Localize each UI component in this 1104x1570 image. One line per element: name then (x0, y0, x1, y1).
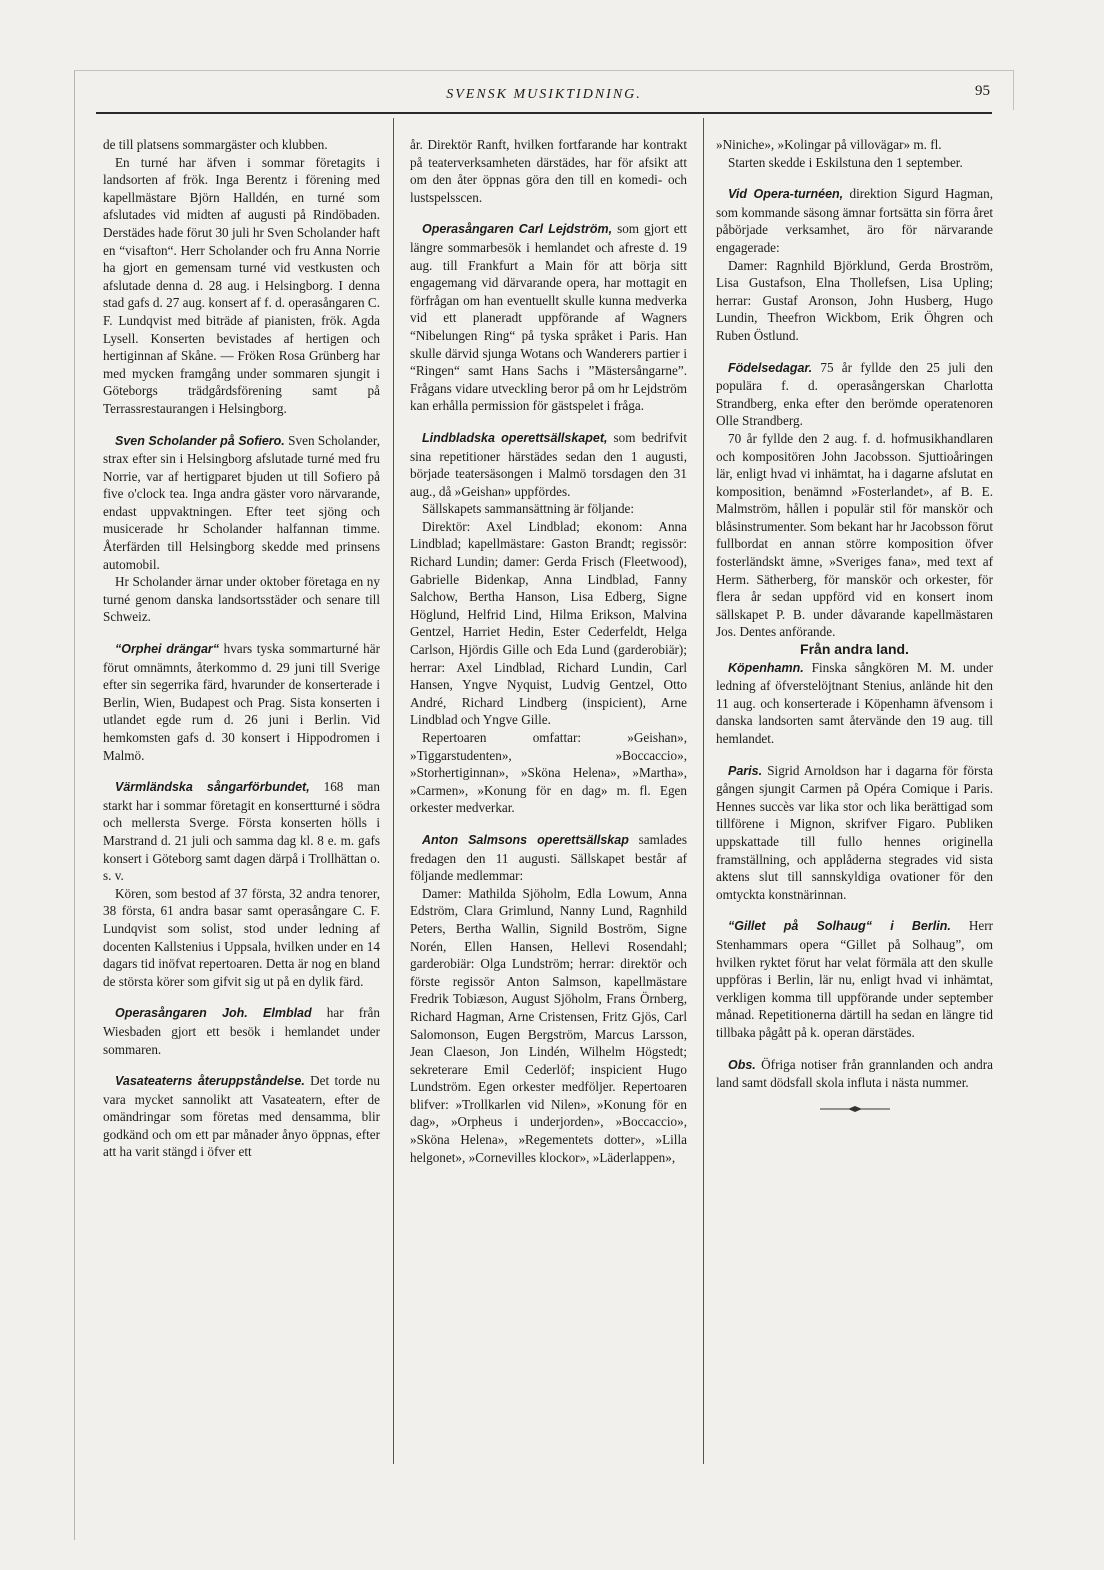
column-rule-1 (393, 118, 394, 1464)
article-lead: Anton Salmsons operettsällskap (422, 832, 629, 847)
article-lead: Sven Scholander på Sofiero. (115, 433, 285, 448)
article-paris (716, 762, 993, 904)
article-lead: “Orphei drängar“ (115, 642, 220, 657)
paragraph: de till platsens sommargäster och klubben. (103, 137, 328, 152)
article-lejdstrom (410, 220, 687, 415)
section-heading: Från andra land. (800, 641, 909, 658)
article-salmson (410, 831, 687, 885)
ornament-divider (820, 1104, 890, 1114)
article-text: Finska sångkören M. M. under ledning af öfverstelöjtnant Stenius, anlände hit den 11 aug. och konserterade i Köpenhamn äfvensom i danska landsorten samt återvände den 19 aug. till hemlandet. (716, 659, 993, 746)
paragraph: 70 år fyllde den 2 aug. f. d. hofmusikhandlaren och kompositören John Jacobsson. Sjuttioåringen lär, enligt hvad vi inhämtat, ha i dagarne afslutat en komposition, benämnd »Fosterlandet», af B. E. Malmström, hållen i populär stil för manskör och blåsinstrumenter. Som bekant har hr Jacobsson förut fullbordat en annan större komposition öfver fosterländskt ämne, »Sveriges fana», med text af Herm. Sätherberg, för manskör och orkester, för flera år sedan uppförd vid en konsert inom sällskapet P. B. under dåvarande kapellmästaren Jos. Dentes anförande. (716, 430, 993, 640)
article-text: hvars tyska sommarturné här förut omnämnts, återkommo d. 29 juni till Sverige efter sin segerrika färd, hvarunder de konserterade i Berlin, Wien, Budapest och Prag. Sista konserten i utlandet egde rum d. 26 juni i Berlin. Vid hemkomsten gafs d. 30 konsert i Hippodromen i Malmö. (103, 641, 381, 763)
article-lindbladska (410, 429, 687, 500)
page-number: 95 (975, 83, 990, 99)
article-vasateatern (103, 1072, 380, 1161)
paragraph: Damer: Ragnhild Björklund, Gerda Broström, Lisa Gustafson, Elna Thollefsen, Lisa Upling; herrar: Gustaf Aronson, John Husberg, Hugo Lundin, Theefron Wickbom, Erik Öhgren och Ruben Östlund. (716, 257, 993, 343)
column-2 (410, 136, 687, 1166)
paragraph: år. Direktör Ranft, hvilken fortfarande har kontrakt på teaterverksamheten därstädes, har för afsikt att om den åter öppnas göra den till en komedi- och lustspelsscen. (410, 137, 687, 205)
article-lead: Värmländska sångarförbundet, (115, 780, 310, 795)
article-text: har från Wiesbaden gjort ett besök i hemlandet under sommaren. (103, 1005, 381, 1057)
article-lead: Vasateaterns återuppståndelse. (115, 1074, 305, 1089)
article-text: som gjort ett längre sommarbesök i hemlandet och afreste d. 19 aug. till Frankfurt a Main för att börja sitt engagemang vid därvarande opera, har mottagit en förfrågan om han eventuellt skulle kunna medverka vid ett planeradt uppförande af Wagners “Nibelungen Ring“ på tyska språket i Paris. Han skulle därvid sjunga Wotans och Wanderers partier i “Ringen“ samt Hans Sachs i ”Mästersångarne”. Frågans vidare utveckling beror på om hr Lejdström kan erhålla permission för gästspelet i fråga. (410, 221, 688, 414)
frame-top-rule (74, 70, 1014, 71)
article-obs (716, 1056, 993, 1092)
article-orphei-drangar (103, 640, 380, 764)
paragraph: Kören, som bestod af 37 första, 32 andra tenorer, 38 första, 61 andra basar samt operasångare C. F. Lundqvist som solist, stod under ledning af docenten Kallstenius i Uppsala, hvilken under en 14 dagars tid inöfvat repertoaren. Detta är nog en bland de största körer som gifvit sig ut på en dylik färd. (103, 885, 380, 989)
article-text: som bedrifvit sina repetitioner härstädes sedan den 1 augusti, började teatersäsongen i Malmö torsdagen den 31 aug., då »Geishan» uppfördes. (410, 429, 687, 499)
article-lead: Vid Opera-turnéen, (728, 187, 844, 202)
article-kopenhamn (716, 659, 993, 748)
article-text: direktion Sigurd Hagman, som kommande säsong ämnar fortsätta sin förra året påbörjade verksamhet, äro för närvarande engagerade: (716, 186, 993, 255)
article-text: 75 år fyllde den 25 juli den populära f. d. operasångerskan Charlotta Strandberg, enka efter den berömde operatenoren Olle Strandberg. (716, 359, 994, 429)
article-lead: Operasångaren Joh. Elmblad (115, 1006, 312, 1021)
page-header (96, 83, 992, 111)
article-text: samlades fredagen den 11 augusti. Sällskapet består af följande medlemmar: (410, 831, 687, 884)
paragraph: »Niniche», »Kolingar på villovägar» m. fl. (716, 137, 942, 152)
article-lead: Köpenhamn. (728, 660, 804, 675)
article-lead: Operasångaren Carl Lejdström, (422, 222, 613, 237)
article-text: Sven Scholander, strax efter sin i Helsingborg afslutade turné med fru Norrie, var af hertigparet bjuden ut till Sofiero på five o'clock tea. Inga andra gäster voro närvarande, endast uppvaktningen. Efter teet sjöng och musicerade hr Scholander halfannan timme. Återfärden till Helsingborg skedde med prinsens automobil. (103, 432, 381, 572)
article-opera-turneen (716, 185, 993, 256)
article-scholander-sofiero (103, 432, 380, 574)
article-lead: Obs. (728, 1057, 756, 1072)
article-text: Öfriga notiser från grannlanden och andra land samt dödsfall skola influta i nästa nummer. (716, 1056, 993, 1091)
frame-right-rule (1013, 70, 1014, 110)
column-1 (103, 136, 380, 1161)
article-text: Det torde nu vara mycket sannolikt att Vasateatern, efter de omändringar som företas med densamma, blir godkänd och om ett par månader ånyo öppnas, efter att ha varit stängd i öfver ett (103, 1073, 381, 1160)
article-fodelsedagar (716, 359, 993, 430)
header-rule (96, 112, 992, 114)
paragraph: Repertoaren omfattar: »Geishan», »Tiggarstudenten», »Boccaccio», »Storhertiginnan», »Sköna Helena», »Martha», »Carmen», »Konung för en dag» m. fl. Egen orkester medverkar. (410, 730, 687, 816)
column-3 (716, 136, 993, 1114)
column-rule-2 (703, 118, 704, 1464)
journal-title: SVENSK MUSIKTIDNING. (446, 87, 642, 102)
article-gillet-pa-solhaug (716, 917, 993, 1041)
paragraph: Sällskapets sammansättning är följande: (422, 501, 635, 517)
article-elmblad (103, 1004, 380, 1058)
article-lead: Födelsedagar. (728, 360, 813, 375)
paragraph: Starten skedde i Eskilstuna den 1 september. (728, 154, 963, 170)
article-lead: “Gillet på Solhaug“ i Berlin. (728, 919, 951, 934)
paragraph: Damer: Mathilda Sjöholm, Edla Lowum, Anna Edström, Clara Grimlund, Nanny Lund, Ragnhild Peters, Bertha Wallin, Signild Boström, Signe Norén, Ellen Hansen, Hellevi Rosendahl; garderobiär: Olga Lundström; herrar: direktör och förste regissör Anton Salmson, kapellmästare Fredrik Tobiæson, August Sjöholm, Frans Örnberg, Richard Hagman, Arne Cristensen, Fritz Gjös, Carl Salomonson, Eugen Bergström, Marcus Larsson, Jean Claeson, Jon Lindén, Wilhelm Högstedt; sekreterare Emil Cederlöf; inspicient Hugo Lundström. Egen orkester medföljer. Repertoaren blifver: »Trollkarlen vid Nilen», »Konung för en dag», »Orpheus i underjorden», »Boccaccio», »Sköna Helena», »Regementets dotter», »Lilla helgonet», »Cornevilles klockor», »Läderlappen», (410, 885, 687, 1165)
article-lead: Lindbladska operettsällskapet, (422, 430, 608, 445)
article-text: Sigrid Arnoldson har i dagarna för första gången sjungit Carmen på Opéra Comique i Paris. Hennes succès var lika stor och lika berättigad som tillförene i Mignon, skrifver Figaro. Publiken uppskattade till fullo hennes originella framställning, och applåderna stegrades vid sista aktens slut till sannskyldiga ovationer för den omtyckta konstnärinnan. (716, 762, 993, 902)
article-text: Herr Stenhammars opera “Gillet på Solhaug”, om hvilken ryktet förut har velat förmäla att den skulle uppföras i Berlin, lär nu, enligt hvad vi inhämtat, verkligen komma till uppförande under september månad. Repetitionerna därtill ha sedan en längre tid tillbaka pågått på k. operan därstädes. (716, 918, 994, 1040)
article-lead: Paris. (728, 763, 763, 778)
article-varmlandska (103, 778, 380, 885)
article-text: 168 man starkt har i sommar företagit en konsertturné i södra och mellersta Sverge. Första konserten hölls i Marstrand d. 21 juli och samma dag kl. 8 e. m. gafs konsert i Göteborg samt dagen därpå i Trollhättan o. s. v. (103, 779, 380, 884)
paragraph: Direktör: Axel Lindblad; ekonom: Anna Lindblad; kapellmästare: Gaston Brandt; regissör: Richard Lundin; damer: Gerda Frisch (Fleetwood), Gabrielle Bidenkap, Anna Lindblad, Fanny Salchow, Bertha Hanson, Lisa Edberg, Signe Höglund, Helfrid Lind, Hilma Erikson, Malvina Gentzel, Harriet Hedin, Ester Cederfeldt, Helga Carlson, Hjördis Gille och Eda Lund (garderobiär); herrar: Axel Lindblad, Richard Lundin, Carl Hansen, Yngve Nyquist, Ludvig Gentzel, Otto André, Richard Lindberg (inspicient), Arne Lindblad och Yngve Gille. (410, 518, 687, 728)
paragraph: Hr Scholander ärnar under oktober företaga en ny turné genom danska landsortsstäder och senare till Schweiz. (103, 574, 380, 625)
paragraph: En turné har äfven i sommar företagits i landsorten af frök. Inga Berentz i förening med kapellmästare Björn Halldén, en turné som afslutades vid midten af augusti på Rindöbaden. Derstädes hade förut 30 juli hr Sven Scholander haft en “visafton“. Herr Scholander och fru Anna Norrie ha gjort en gemensam turné vid vestkusten och afslutade denna d. 28 aug. i Helsingborg. I denna stad gafs d. 27 aug. konsert af f. d. operasångaren C. F. Lundqvist med biträde af pianisten, frök. Agda Lysell. Konserten bevistades af hertigen och hertiginnan af Skåne. — Fröken Rosa Grünberg har med mycken framgång under sommaren sjungit i Göteborgs trädgårdsförening samt på Terrassrestaurangen i Helsingborg. (103, 154, 380, 416)
